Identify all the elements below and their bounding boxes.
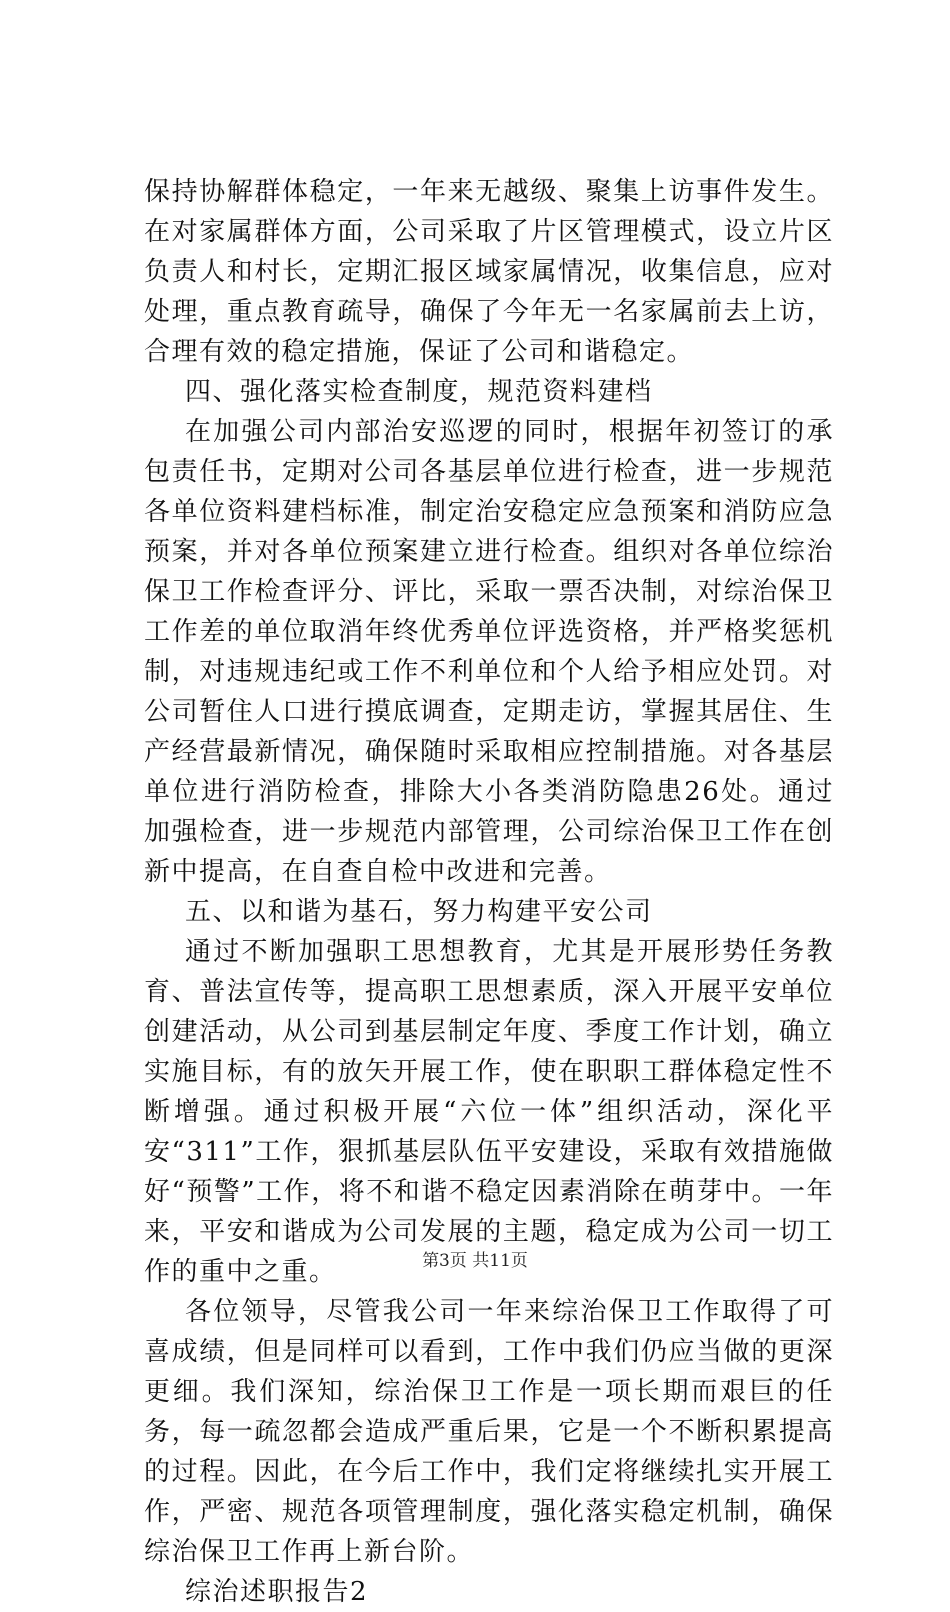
- paragraph-continuation: 保持协解群体稳定，一年来无越级、聚集上访事件发生。在对家属群体方面，公司采取了片区管理模式，设立片区负责人和村长，定期汇报区域家属情况，收集信息，应对处理，重点教育疏导，确保了今年无一名家属前去上访，合理有效的稳定措施，保证了公司和谐稳定。: [144, 177, 834, 367]
- paragraph-conclusion: 各位领导，尽管我公司一年来综治保卫工作取得了可喜成绩，但是同样可以看到，工作中我们仍应当做的更深更细。我们深知，综治保卫工作是一项长期而艰巨的任务，每一疏忽都会造成严重后果，它是一个不断积累提高的过程。因此，在今后工作中，我们定将继续扎实开展工作，严密、规范各项管理制度，强化落实稳定机制，确保综治保卫工作再上新台阶。: [144, 1297, 834, 1567]
- report-title-2: 综治述职报告2: [185, 1577, 369, 1607]
- section-heading-four: 四、强化落实检查制度，规范资料建档: [185, 377, 653, 407]
- page-footer: 第3页 共11页: [422, 1251, 528, 1271]
- section-heading-five: 五、以和谐为基石，努力构建平安公司: [185, 897, 653, 927]
- paragraph-harmony: 通过不断加强职工思想教育，尤其是开展形势任务教育、普法宣传等，提高职工思想素质，深入开展平安单位创建活动，从公司到基层制定年度、季度工作计划，确立实施目标，有的放矢开展工作，使在职职工群体稳定性不断增强。通过积极开展“六位一体”组织活动，深化平安“311”工作，狠抓基层队伍平安建设，采取有效措施做好“预警”工作，将不和谐不稳定因素消除在萌芽中。一年来，平安和谐成为公司发展的主题，稳定成为公司一切工作的重中之重。: [144, 937, 834, 1287]
- paragraph-inspection: 在加强公司内部治安巡逻的同时，根据年初签订的承包责任书，定期对公司各基层单位进行检查，进一步规范各单位资料建档标准，制定治安稳定应急预案和消防应急预案，并对各单位预案建立进行检查。组织对各单位综治保卫工作检查评分、评比，采取一票否决制，对综治保卫工作差的单位取消年终优秀单位评选资格，并严格奖惩机制，对违规违纪或工作不利单位和个人给予相应处罚。对公司暂住人口进行摸底调查，定期走访，掌握其居住、生产经营最新情况，确保随时采取相应控制措施。对各基层单位进行消防检查，排除大小各类消防隐患26处。通过加强检查，进一步规范内部管理，公司综治保卫工作在创新中提高，在自查自检中改进和完善。: [144, 417, 834, 887]
- document-body: [144, 172, 834, 1612]
